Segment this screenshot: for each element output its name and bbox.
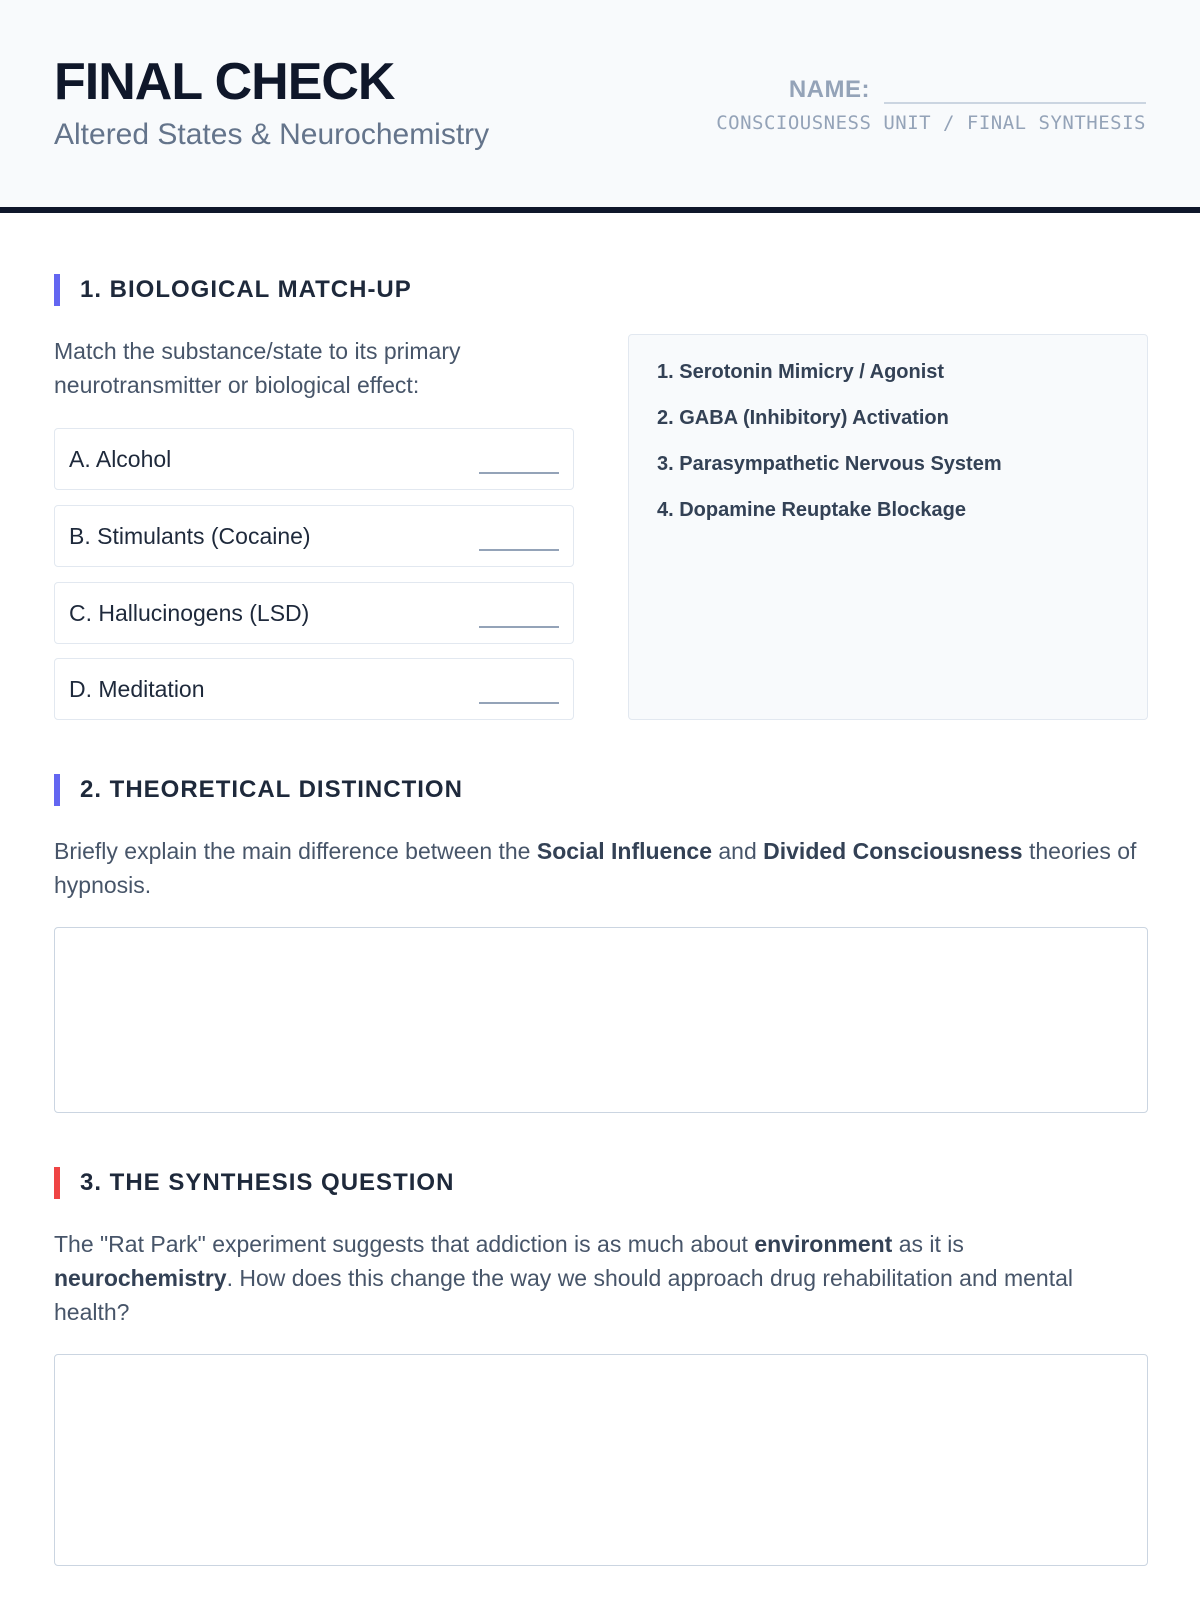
match-answer-blank[interactable] bbox=[479, 458, 559, 474]
page-title: FINAL CHECK bbox=[54, 53, 395, 111]
section-accent-bar bbox=[54, 774, 60, 806]
match-option: 4. Dopamine Reuptake Blockage bbox=[657, 499, 966, 521]
match-answer-blank[interactable] bbox=[479, 688, 559, 704]
section-3-answer-box[interactable] bbox=[54, 1354, 1148, 1566]
section-3-prompt bbox=[54, 1227, 1148, 1329]
section-3-title: 3. THE SYNTHESIS QUESTION bbox=[80, 1169, 455, 1196]
prompt-text: . How does this change the way we should approach drug rehabilitation and mental health? bbox=[54, 1265, 1073, 1325]
prompt-emphasis: environment bbox=[754, 1231, 893, 1257]
match-option: 1. Serotonin Mimicry / Agonist bbox=[657, 361, 945, 383]
section-accent-bar bbox=[54, 1167, 60, 1199]
match-item-label: B. Stimulants (Cocaine) bbox=[69, 522, 311, 549]
worksheet-header bbox=[0, 0, 1200, 213]
prompt-text: and bbox=[711, 838, 764, 864]
match-option: 3. Parasympathetic Nervous System bbox=[657, 453, 1002, 475]
section-3-heading bbox=[54, 1167, 454, 1199]
section-2-title: 2. THEORETICAL DISTINCTION bbox=[80, 776, 463, 803]
section-1-prompt: Match the substance/state to its primary neurotransmitter or biological effect: bbox=[54, 338, 461, 398]
section-1-heading bbox=[54, 274, 412, 306]
name-label: NAME: bbox=[788, 76, 870, 103]
prompt-emphasis: neurochemistry bbox=[54, 1265, 227, 1291]
section-2-answer-box[interactable] bbox=[54, 927, 1148, 1113]
section-2-prompt bbox=[54, 834, 1148, 902]
page-subtitle: Altered States & Neurochemistry bbox=[54, 118, 490, 151]
prompt-text: theories of hypnosis. bbox=[54, 838, 1137, 898]
match-item-d bbox=[54, 658, 574, 720]
name-field[interactable] bbox=[884, 72, 1146, 104]
match-answer-blank[interactable] bbox=[479, 535, 559, 551]
match-item-label: D. Meditation bbox=[69, 675, 205, 702]
prompt-emphasis: Divided Consciousness bbox=[763, 838, 1023, 864]
match-answer-blank[interactable] bbox=[479, 612, 559, 628]
unit-label: CONSCIOUSNESS UNIT / FINAL SYNTHESIS bbox=[716, 112, 1146, 134]
section-2-heading bbox=[54, 774, 463, 806]
section-1-title: 1. BIOLOGICAL MATCH-UP bbox=[80, 276, 412, 303]
prompt-emphasis: Social Influence bbox=[536, 838, 712, 864]
match-item-b bbox=[54, 505, 574, 567]
match-item-label: A. Alcohol bbox=[69, 445, 172, 472]
prompt-text: The "Rat Park" experiment suggests that addiction is as much about bbox=[54, 1231, 755, 1257]
section-accent-bar bbox=[54, 274, 60, 306]
match-options-box bbox=[628, 334, 1148, 720]
prompt-text: as it is bbox=[892, 1231, 964, 1257]
match-item-c bbox=[54, 582, 574, 644]
prompt-text: Briefly explain the main difference between the bbox=[54, 838, 537, 864]
match-option: 2. GABA (Inhibitory) Activation bbox=[657, 407, 949, 429]
match-item-label: C. Hallucinogens (LSD) bbox=[69, 599, 310, 626]
name-row bbox=[789, 72, 1146, 104]
match-item-a bbox=[54, 428, 574, 490]
